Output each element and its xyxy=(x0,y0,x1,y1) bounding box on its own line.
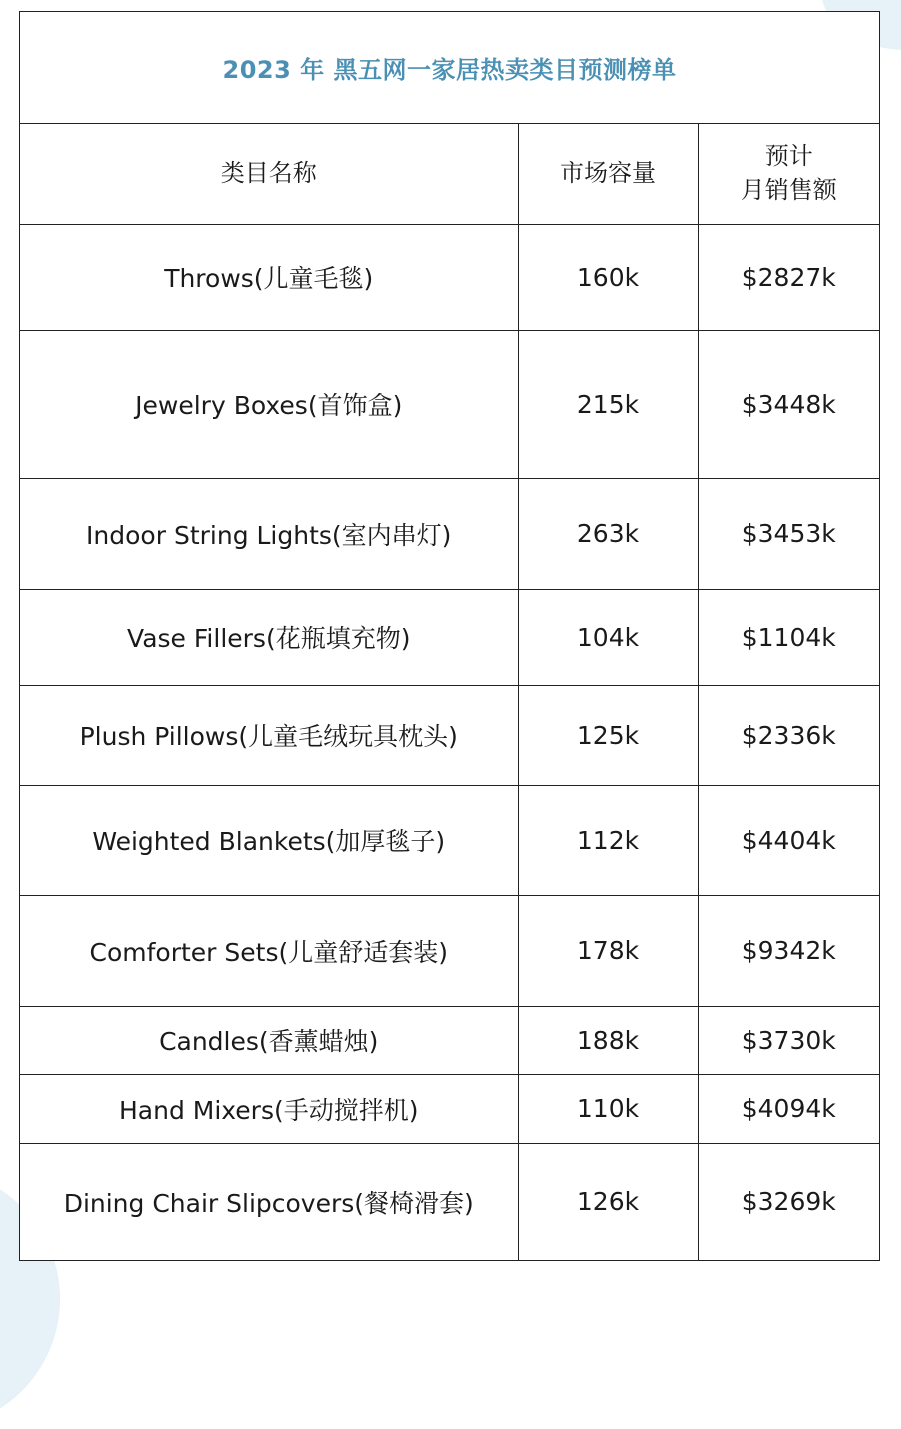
monthly-sales-cell: $2827k xyxy=(698,224,879,330)
ranking-table xyxy=(20,12,879,1260)
table-row xyxy=(20,1143,879,1260)
header-monthly-sales xyxy=(698,123,879,224)
table-row xyxy=(20,330,879,478)
category-name-cell: Candles(香薰蜡烛) xyxy=(20,1006,518,1074)
header-monthly-sales-line2: 月销售额 xyxy=(740,175,837,204)
ranking-table-container xyxy=(19,11,880,1261)
market-size-cell: 263k xyxy=(518,478,698,589)
market-size-cell: 104k xyxy=(518,589,698,685)
category-name-cell: Vase Fillers(花瓶填充物) xyxy=(20,589,518,685)
monthly-sales-cell: $1104k xyxy=(698,589,879,685)
header-category-name: 类目名称 xyxy=(20,123,518,224)
monthly-sales-cell: $2336k xyxy=(698,685,879,785)
market-size-cell: 112k xyxy=(518,785,698,895)
category-name-cell: Hand Mixers(手动搅拌机) xyxy=(20,1074,518,1143)
table-row xyxy=(20,895,879,1006)
title-row xyxy=(20,12,879,123)
monthly-sales-cell: $4094k xyxy=(698,1074,879,1143)
monthly-sales-cell: $3269k xyxy=(698,1143,879,1260)
monthly-sales-cell: $4404k xyxy=(698,785,879,895)
market-size-cell: 126k xyxy=(518,1143,698,1260)
table-row xyxy=(20,589,879,685)
header-row xyxy=(20,123,879,224)
header-monthly-sales-line1: 预计 xyxy=(764,141,813,170)
category-name-cell: Dining Chair Slipcovers(餐椅滑套) xyxy=(20,1143,518,1260)
market-size-cell: 188k xyxy=(518,1006,698,1074)
market-size-cell: 160k xyxy=(518,224,698,330)
table-row xyxy=(20,478,879,589)
category-name-cell: Comforter Sets(儿童舒适套装) xyxy=(20,895,518,1006)
category-name-cell: Throws(儿童毛毯) xyxy=(20,224,518,330)
table-row xyxy=(20,1074,879,1143)
market-size-cell: 110k xyxy=(518,1074,698,1143)
category-name-cell: Indoor String Lights(室内串灯) xyxy=(20,478,518,589)
table-row xyxy=(20,224,879,330)
table-row xyxy=(20,1006,879,1074)
monthly-sales-cell: $3448k xyxy=(698,330,879,478)
table-row xyxy=(20,685,879,785)
monthly-sales-cell: $9342k xyxy=(698,895,879,1006)
table-title: 2023 年 黑五网一家居热卖类目预测榜单 xyxy=(20,12,879,123)
market-size-cell: 215k xyxy=(518,330,698,478)
monthly-sales-cell: $3453k xyxy=(698,478,879,589)
category-name-cell: Plush Pillows(儿童毛绒玩具枕头) xyxy=(20,685,518,785)
category-name-cell: Weighted Blankets(加厚毯子) xyxy=(20,785,518,895)
market-size-cell: 178k xyxy=(518,895,698,1006)
monthly-sales-cell: $3730k xyxy=(698,1006,879,1074)
category-name-cell: Jewelry Boxes(首饰盒) xyxy=(20,330,518,478)
market-size-cell: 125k xyxy=(518,685,698,785)
header-market-size: 市场容量 xyxy=(518,123,698,224)
table-row xyxy=(20,785,879,895)
